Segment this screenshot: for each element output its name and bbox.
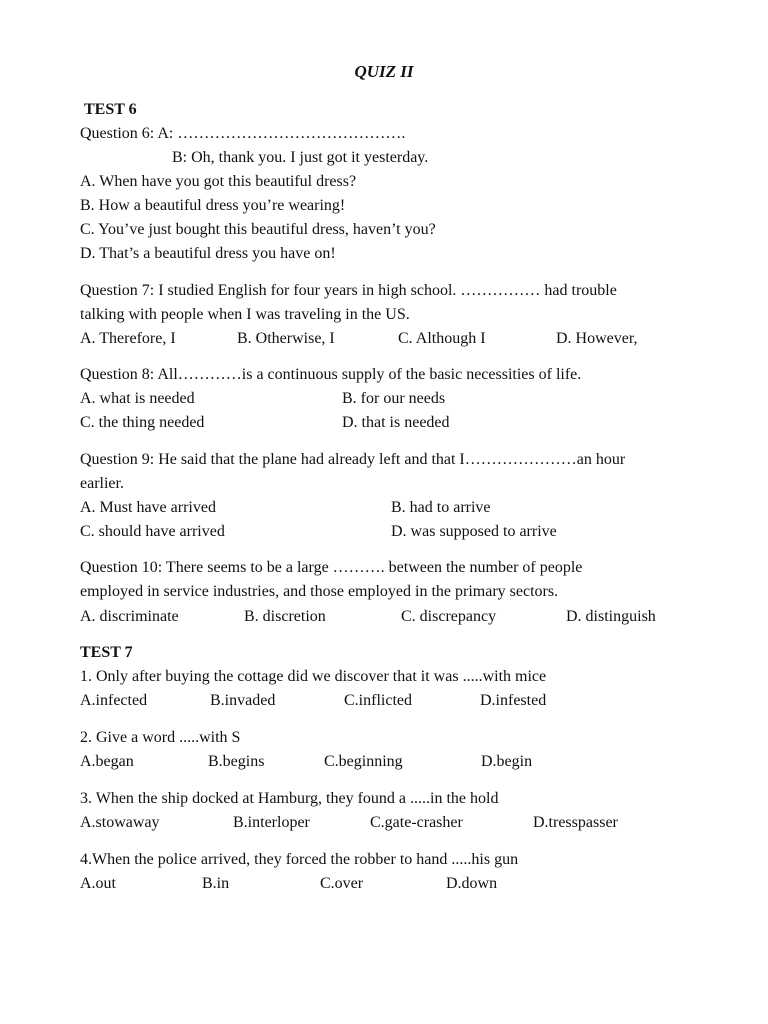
t7-q4-line1: 4.When the police arrived, they forced the robber to hand .....his gun: [80, 851, 519, 868]
q6-option-b: B. How a beautiful dress you’re wearing!: [80, 197, 346, 214]
t7-q2-line1: 2. Give a word .....with S: [80, 729, 241, 746]
test6-heading: TEST 6: [84, 101, 137, 118]
q8-option-d: D. that is needed: [342, 414, 450, 431]
q7-option-a: A. Therefore, I: [80, 330, 176, 347]
t7-q4-option-a: A.out: [80, 875, 116, 892]
q6-prompt: Question 6: A: …………………………………….: [80, 125, 406, 142]
q9-line2: earlier.: [80, 475, 124, 492]
q7-line1: Question 7: I studied English for four years in high school. …………… had trouble: [80, 282, 617, 299]
q7-line2: talking with people when I was traveling in the US.: [80, 306, 410, 323]
q7-option-c: C. Although I: [398, 330, 486, 347]
t7-q2-option-d: D.begin: [481, 753, 533, 770]
t7-q3-option-c: C.gate-crasher: [370, 814, 463, 831]
test7-heading: TEST 7: [80, 644, 133, 661]
q6-reply: B: Oh, thank you. I just got it yesterday.: [172, 149, 429, 166]
q6-option-a: A. When have you got this beautiful dress?: [80, 173, 357, 190]
q8-option-a: A. what is needed: [80, 390, 195, 407]
t7-q4-option-d: D.down: [446, 875, 498, 892]
q6-option-d: D. That’s a beautiful dress you have on!: [80, 245, 336, 262]
t7-q3-option-a: A.stowaway: [80, 814, 160, 831]
q8-option-c: C. the thing needed: [80, 414, 205, 431]
t7-q1-option-d: D.infested: [480, 692, 547, 709]
q7-option-b: B. Otherwise, I: [237, 330, 335, 347]
t7-q1-option-b: B.invaded: [210, 692, 276, 709]
t7-q1-option-c: C.inflicted: [344, 692, 412, 709]
q8-line1: Question 8: All…………is a continuous supply of the basic necessities of life.: [80, 366, 582, 383]
q10-option-a: A. discriminate: [80, 608, 179, 625]
t7-q2-option-a: A.began: [80, 753, 134, 770]
q10-option-c: C. discrepancy: [401, 608, 497, 625]
t7-q1-option-a: A.infected: [80, 692, 148, 709]
t7-q4-option-c: C.over: [320, 875, 364, 892]
q9-option-a: A. Must have arrived: [80, 499, 216, 516]
page-title: QUIZ II: [354, 62, 414, 81]
t7-q3-option-d: D.tresspasser: [533, 814, 618, 831]
q10-option-d: D. distinguish: [566, 608, 656, 625]
q10-line2: employed in service industries, and those employed in the primary sectors.: [80, 583, 559, 600]
t7-q4-option-b: B.in: [202, 875, 230, 892]
q6-option-c: C. You’ve just bought this beautiful dress, haven’t you?: [80, 221, 436, 238]
q9-option-b: B. had to arrive: [391, 499, 491, 516]
t7-q3-line1: 3. When the ship docked at Hamburg, they found a .....in the hold: [80, 790, 499, 807]
q10-line1: Question 10: There seems to be a large ………. between the number of people: [80, 559, 583, 576]
t7-q2-option-b: B.begins: [208, 753, 265, 770]
q10-option-b: B. discretion: [244, 608, 326, 625]
t7-q2-option-c: C.beginning: [324, 753, 403, 770]
q9-option-d: D. was supposed to arrive: [391, 523, 557, 540]
t7-q1-line1: 1. Only after buying the cottage did we discover that it was .....with mice: [80, 668, 547, 685]
q8-option-b: B. for our needs: [342, 390, 446, 407]
t7-q3-option-b: B.interloper: [233, 814, 310, 831]
q9-option-c: C. should have arrived: [80, 523, 225, 540]
q9-line1: Question 9: He said that the plane had already left and that I…………………an hour: [80, 451, 626, 468]
q7-option-d: D. However,: [556, 330, 638, 347]
